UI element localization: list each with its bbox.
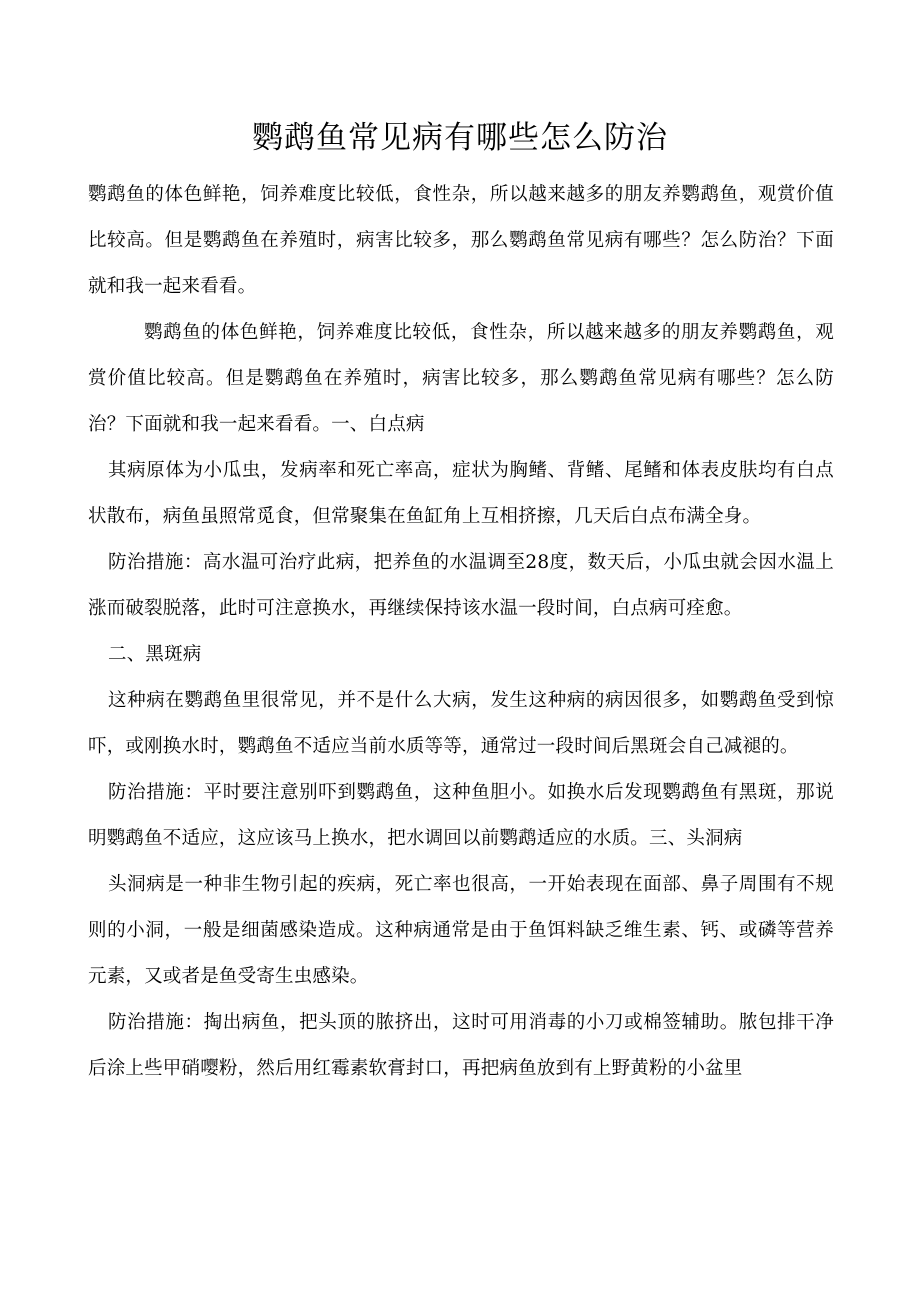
head-hole-treatment: 防治措施：掏出病鱼，把头顶的脓挤出，这时可用消毒的小刀或棉签辅助。脓包排干净后涂上些甲硝嘤粉，然后用红霉素软膏封口，再把病鱼放到有上野黄粉的小盆里 [88,1012,834,1079]
document-body [88,172,834,1092]
black-spot-treatment: 防治措施：平时要注意别吓到鹦鹉鱼，这种鱼胆小。如换水后发现鹦鹉鱼有黑斑，那说明鹦鹉鱼不适应，这应该马上换水，把水调回以前鹦鹉适应的水质。三、头洞病 [88,782,834,849]
section-heading-black-spot: 二、黑斑病 [108,644,202,665]
black-spot-description: 这种病在鹦鹉鱼里很常见，并不是什么大病，发生这种病的病因很多，如鹦鹉鱼受到惊吓，或刚换水时，鹦鹉鱼不适应当前水质等等，通常过一段时间后黑斑会自己减褪的。 [88,690,834,757]
white-spot-description: 其病原体为小瓜虫，发病率和死亡率高，症状为胸鳍、背鳍、尾鳍和体表皮肤均有白点状散布，病鱼虽照常觅食，但常聚集在鱼缸角上互相挤擦，几天后白点布满全身。 [88,460,834,527]
document-title: 鹦鹉鱼常见病有哪些怎么防治 [252,120,668,156]
intro-repeat-paragraph: 鹦鹉鱼的体色鲜艳，饲养难度比较低，食性杂，所以越来越多的朋友养鹦鹉鱼，观赏价值比较高。但是鹦鹉鱼在养殖时，病害比较多，那么鹦鹉鱼常见病有哪些？怎么防治？下面就和我一起来看看。一、白点病 [88,322,834,435]
white-spot-treatment: 防治措施：高水温可治疗此病，把养鱼的水温调至28度，数天后，小瓜虫就会因水温上涨而破裂脱落，此时可注意换水，再继续保持该水温一段时间，白点病可痊愈。 [88,552,834,619]
head-hole-description: 头洞病是一种非生物引起的疾病，死亡率也很高，一开始表现在面部、鼻子周围有不规则的小洞，一般是细菌感染造成。这种病通常是由于鱼饵料缺乏维生素、钙、或磷等营养元素，又或者是鱼受寄生虫感染。 [88,874,834,987]
intro-paragraph: 鹦鹉鱼的体色鲜艳，饲养难度比较低，食性杂，所以越来越多的朋友养鹦鹉鱼，观赏价值比较高。但是鹦鹉鱼在养殖时，病害比较多，那么鹦鹉鱼常见病有哪些？怎么防治？下面就和我一起来看看。 [88,184,834,297]
